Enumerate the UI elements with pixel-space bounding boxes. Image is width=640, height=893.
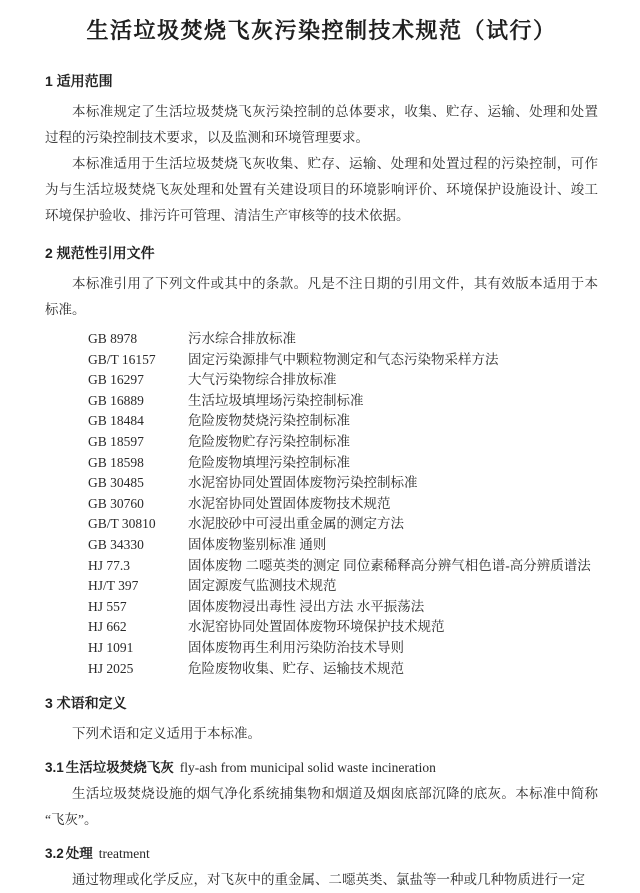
reference-title: 水泥窑协同处置固体废物技术规范: [188, 495, 391, 511]
reference-code: GB 18598: [88, 454, 144, 470]
section-heading-terms-definitions: 3 术语和定义: [45, 695, 127, 712]
reference-row: [88, 617, 598, 638]
reference-code: HJ 77.3: [88, 557, 131, 573]
paragraph: 本标准适用于生活垃圾焚烧飞灰收集、贮存、运输、处理和处置过程的污染控制，可作为与生活垃圾焚烧飞灰处理和处置有关建设项目的环境影响评价、环境保护设施设计、竣工环境保护验收、排污许可管理、清洁生产审核等的技术依据。: [45, 156, 598, 223]
reference-row: [88, 514, 598, 535]
reference-title: 固体废物鉴别标准 通则: [188, 536, 327, 552]
term-name: 处理: [65, 846, 93, 862]
references-list: [88, 329, 598, 679]
reference-row: [88, 576, 598, 597]
reference-title: 危险废物收集、贮存、运输技术规范: [188, 660, 404, 676]
reference-code: GB 16889: [88, 392, 144, 408]
reference-row: [88, 535, 598, 556]
reference-code: GB 18484: [88, 413, 144, 429]
reference-code: GB/T 30810: [88, 516, 156, 532]
term-heading-fly-ash: [45, 756, 598, 776]
term-english: treatment: [98, 846, 150, 862]
term-number: 3.2: [45, 846, 64, 862]
reference-title: 固体废物浸出毒性 浸出方法 水平振荡法: [188, 598, 425, 614]
reference-row: [88, 411, 598, 432]
reference-code: GB 30760: [88, 495, 144, 511]
reference-title: 生活垃圾填埋场污染控制标准: [188, 392, 364, 408]
reference-title: 大气污染物综合排放标准: [188, 372, 337, 388]
reference-title: 水泥窑协同处置固体废物污染控制标准: [188, 475, 418, 491]
reference-code: HJ 662: [88, 619, 127, 635]
page-title: 生活垃圾焚烧飞灰污染控制技术规范（试行）: [86, 18, 557, 43]
reference-code: GB 34330: [88, 536, 144, 552]
reference-title: 固体废物再生利用污染防治技术导则: [188, 639, 404, 655]
reference-row: [88, 597, 598, 618]
reference-title: 固定污染源排气中颗粒物测定和气态污染物采样方法: [188, 351, 499, 367]
reference-row: [88, 659, 598, 680]
reference-row: [88, 350, 598, 371]
reference-title: 固体废物 二噁英类的测定 同位素稀释高分辨气相色谱-高分辨质谱法: [188, 557, 591, 573]
term-english: fly-ash from municipal solid waste incineration: [179, 760, 436, 776]
reference-row: [88, 370, 598, 391]
reference-row: [88, 453, 598, 474]
reference-title: 危险废物填埋污染控制标准: [188, 454, 350, 470]
paragraph: 本标准规定了生活垃圾焚烧飞灰污染控制的总体要求，收集、贮存、运输、处理和处置过程的污染控制技术要求，以及监测和环境管理要求。: [45, 104, 598, 145]
reference-code: GB 30485: [88, 475, 144, 491]
reference-row: [88, 556, 598, 577]
reference-title: 水泥胶砂中可浸出重金属的测定方法: [188, 516, 404, 532]
reference-row: [88, 494, 598, 515]
term-name: 生活垃圾焚烧飞灰: [65, 760, 174, 776]
reference-code: GB 18597: [88, 433, 144, 449]
paragraph: 本标准引用了下列文件或其中的条款。凡是不注日期的引用文件，其有效版本适用于本标准。: [45, 276, 598, 317]
reference-code: HJ/T 397: [88, 578, 139, 594]
section-heading-scope: 1 适用范围: [45, 73, 113, 89]
reference-row: [88, 391, 598, 412]
reference-title: 危险废物贮存污染控制标准: [188, 433, 350, 449]
term-heading-treatment: [45, 842, 598, 862]
term-definition: 生活垃圾焚烧设施的烟气净化系统捕集物和烟道及烟囱底部沉降的底灰。本标准中简称“飞灰”。: [45, 786, 598, 828]
paragraph: 下列术语和定义适用于本标准。: [72, 726, 261, 742]
reference-code: GB/T 16157: [88, 351, 156, 367]
term-definition: 通过物理或化学反应，对飞灰中的重金属、二噁英类、氯盐等一种或几种物质进行一定: [72, 872, 585, 888]
term-number: 3.1: [45, 760, 64, 776]
section-heading-normative-references: 2 规范性引用文件: [45, 245, 155, 261]
reference-code: GB 8978: [88, 331, 138, 346]
reference-code: HJ 1091: [88, 639, 134, 655]
reference-title: 固定源废气监测技术规范: [188, 578, 337, 594]
reference-code: GB 16297: [88, 372, 144, 388]
reference-title: 危险废物焚烧污染控制标准: [188, 413, 350, 429]
reference-title: 水泥窑协同处置固体废物环境保护技术规范: [188, 619, 445, 635]
reference-row: [88, 329, 598, 350]
reference-row: [88, 638, 598, 659]
reference-code: HJ 2025: [88, 660, 134, 676]
reference-code: HJ 557: [88, 598, 127, 614]
reference-row: [88, 432, 598, 453]
reference-row: [88, 473, 598, 494]
reference-title: 污水综合排放标准: [188, 331, 296, 346]
